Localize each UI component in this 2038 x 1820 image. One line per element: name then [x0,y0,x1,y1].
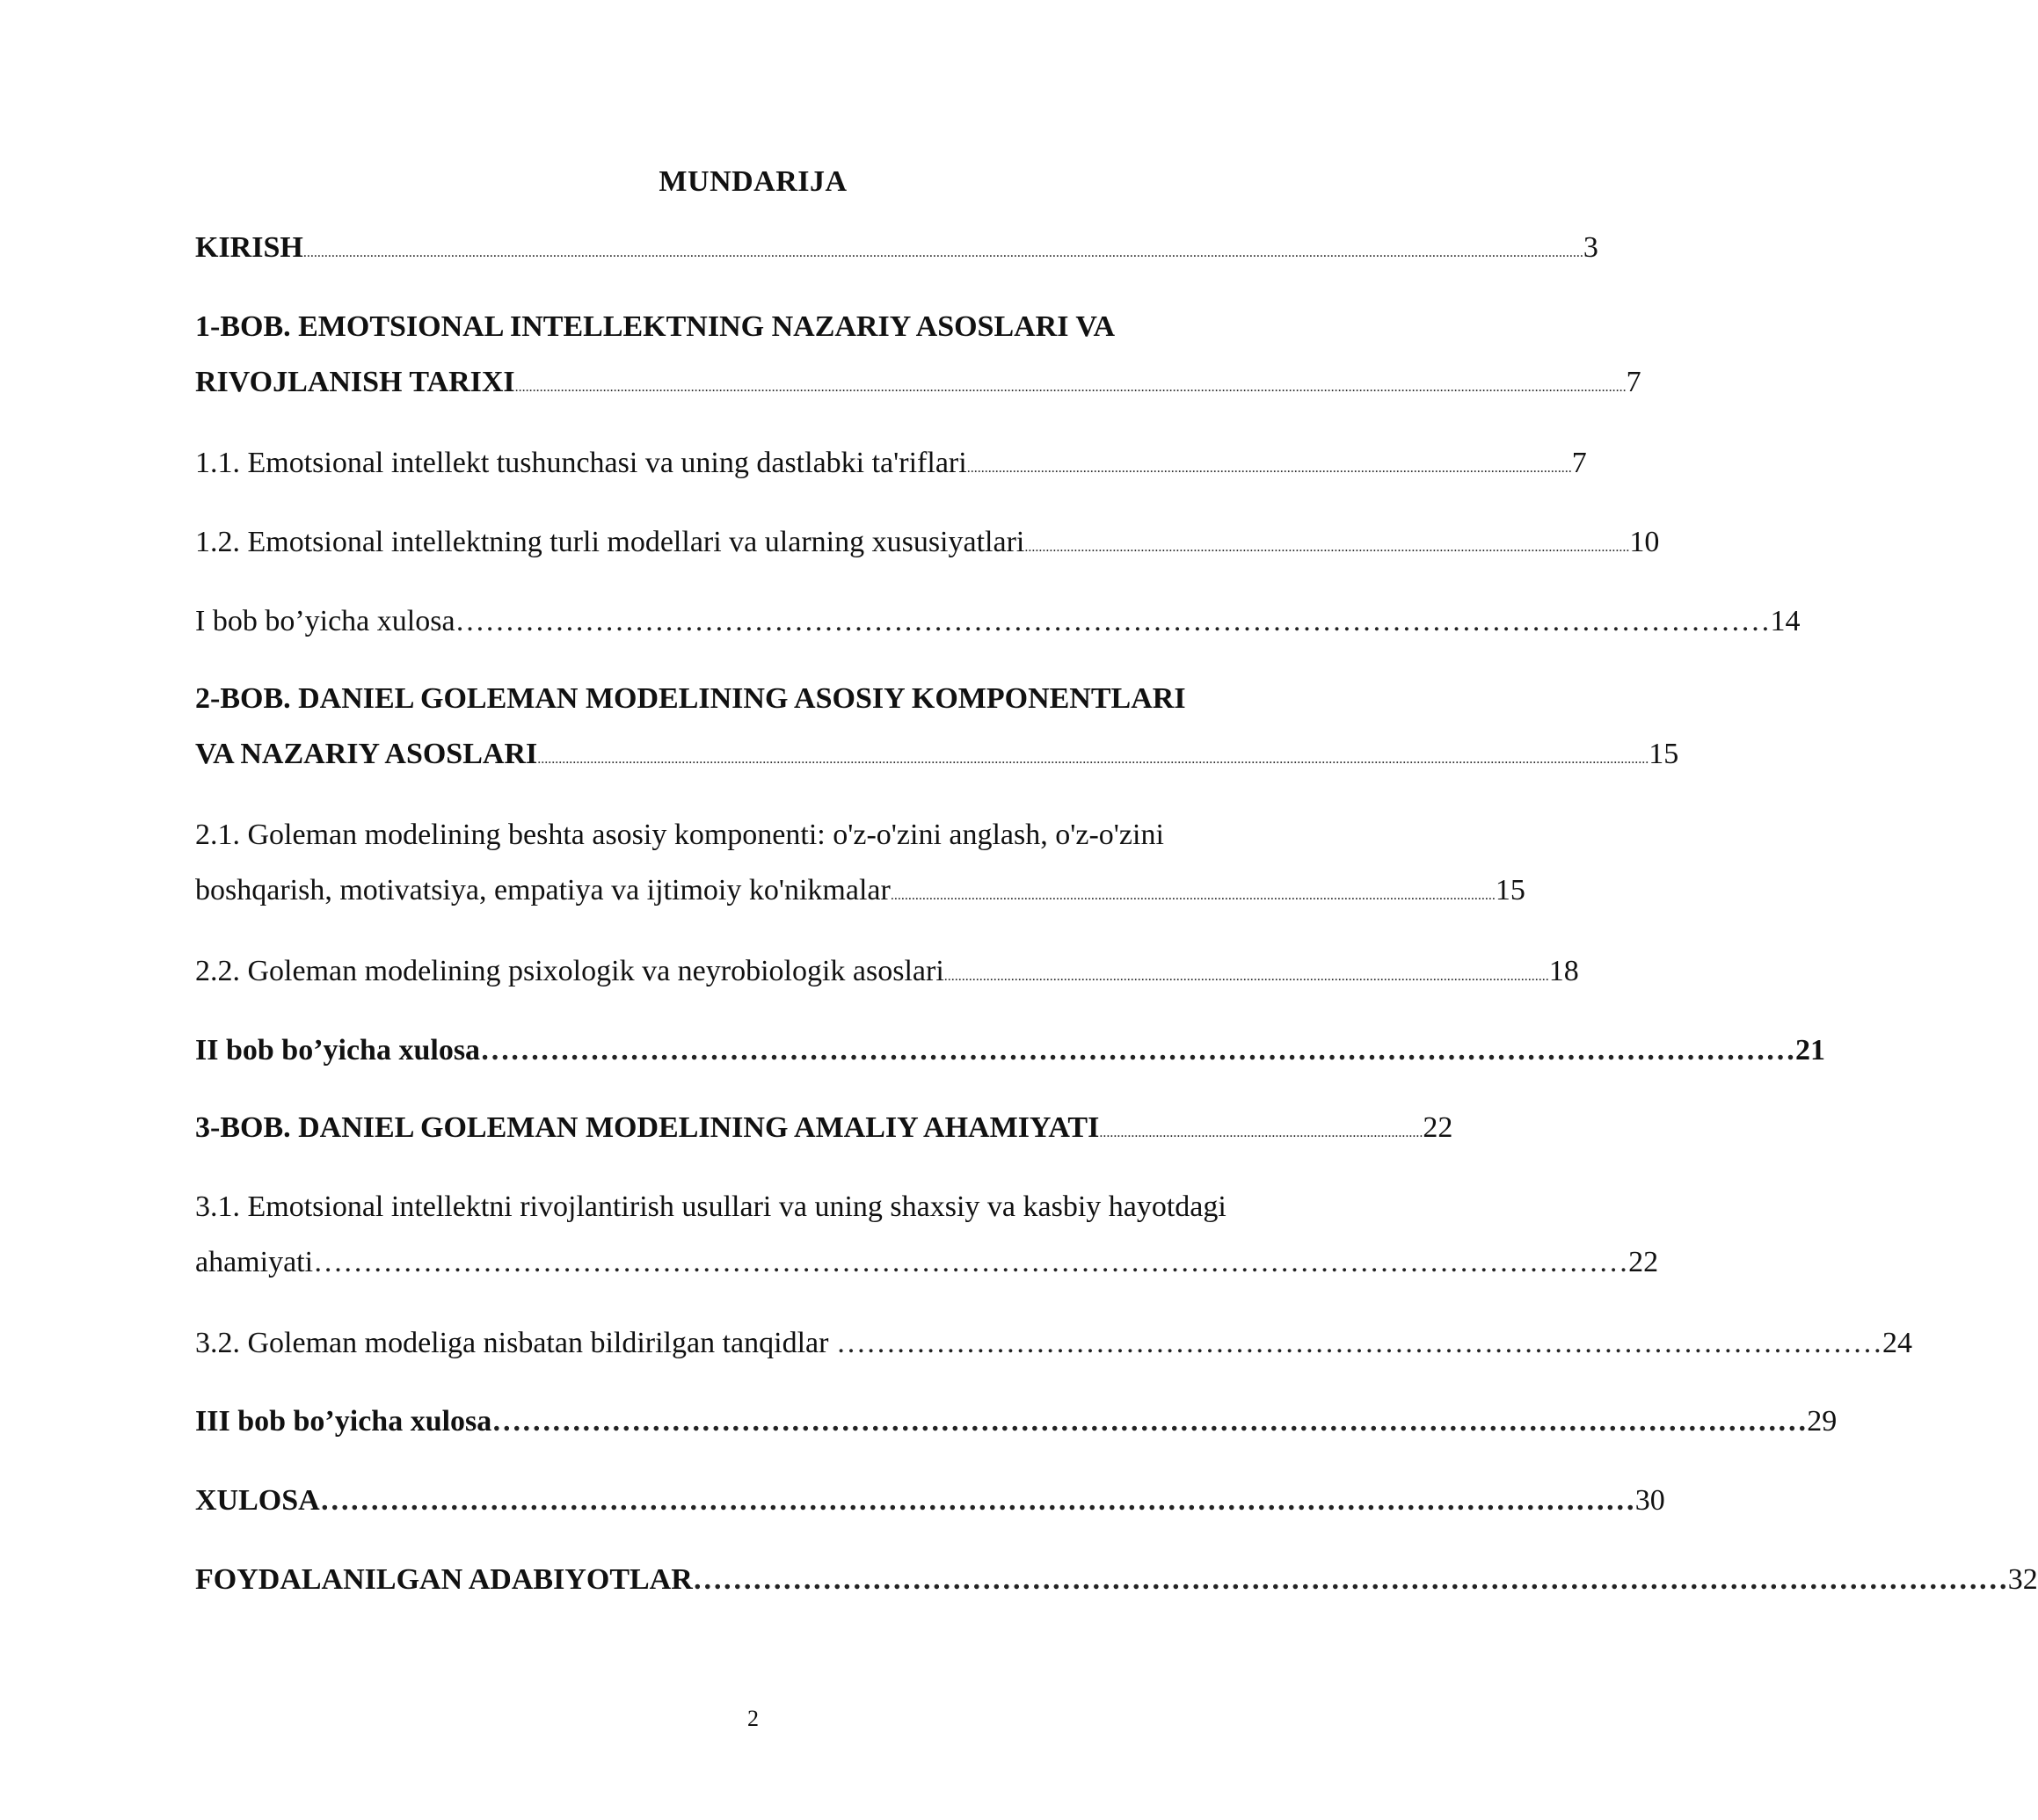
dot-leader: ............................................................................................................................................................................ [1024,540,1630,555]
toc-entry-label: 3.1. Emotsional intellektni rivojlantirish usullari va uning shaxsiy va kasbiy hayotdagi [195,1190,1226,1223]
toc-entry-label: I bob bo’yicha xulosa [195,605,455,637]
toc-entry-1-1[interactable] [195,435,1587,496]
toc-entry-2-1[interactable] [195,807,1525,923]
toc-entry-label: 2-BOB. DANIEL GOLEMAN MODELINING ASOSIY KOMPONENTLARI [195,682,1186,715]
toc-page-number: 15 [1495,874,1525,906]
toc-entry-label: 2.1. Goleman modelining beshta asosiy komponenti: o'z-o'zini anglash, o'z-o'zini [195,819,1164,851]
toc-entry-label-cont: VA NAZARIY ASOSLARI [195,738,538,770]
toc-entry-label: 1-BOB. EMOTSIONAL INTELLEKTNING NAZARIY ASOSLARI VA [195,310,1116,343]
toc-entry-chapter-1-summary[interactable] [195,593,1801,649]
toc-entry-label-cont: RIVOJLANISH TARIXI [195,366,515,398]
dot-leader: ............................................................................................................................................................................................................................................................................................................................ [537,752,1649,767]
page-number: 2 [747,1706,759,1731]
dot-leader: …………………………………………………………………………………………………………………… [313,1246,1629,1278]
toc-page-number: 22 [1423,1111,1453,1144]
toc-page-number: 18 [1548,955,1579,987]
toc-entry-chapter-1[interactable] [195,299,1641,415]
toc-entry-chapter-3[interactable] [195,1100,1453,1161]
toc-page-number: 22 [1628,1246,1659,1278]
toc-page-number: 15 [1649,738,1679,770]
toc-entry-1-2[interactable] [195,514,1660,575]
toc-page-number: 24 [1882,1327,1912,1359]
page-title: MUNDARIJA [659,165,848,198]
toc-page-number: 30 [1634,1484,1665,1517]
toc-entry-chapter-2-summary[interactable] [195,1023,1826,1078]
toc-entry-3-1[interactable] [195,1179,1659,1290]
dot-leader: …………………………………………………………………………………………… [828,1327,1882,1359]
dot-leader: ............................................................................................................................................................................ [966,461,1572,476]
toc-entry-conclusion[interactable] [195,1473,1665,1528]
dot-leader: …………………………………………………………………………………………………………………… [455,605,1771,637]
dot-leader: …………………………………………………………………………………………………………………… [319,1484,1635,1517]
toc-entry-label: XULOSA [195,1484,320,1517]
toc-entry-label: KIRISH [195,231,303,264]
toc-entry-kirish[interactable] [195,220,1598,280]
toc-entry-chapter-2[interactable] [195,671,1679,787]
toc-page-number: 32 [2007,1563,2038,1596]
toc-entry-chapter-3-summary[interactable] [195,1394,1838,1449]
toc-entry-references[interactable] [195,1552,2038,1607]
dot-leader: …………………………………………………………………………………………………………………… [480,1034,1796,1067]
dot-leader: ............................................................................................ [1099,1125,1423,1140]
dot-leader: ............................................................................................................................................................................................................................................................................................................................ [514,380,1627,395]
dot-leader: ............................................................................................................................................................................................................................................................................................................................................................................ [302,245,1583,260]
toc-page-number: 3 [1583,231,1598,264]
toc-entry-label: 3-BOB. DANIEL GOLEMAN MODELINING AMALIY AHAMIYATI [195,1111,1100,1144]
toc-entry-label: II bob bo’yicha xulosa [195,1034,481,1067]
toc-page-number: 14 [1770,605,1801,637]
toc-entry-label-cont: ahamiyati [195,1246,314,1278]
toc-entry-label: 3.2. Goleman modeliga nisbatan bildirilgan tanqidlar [195,1327,829,1359]
dot-leader: ............................................................................................................................................................................ [890,888,1496,903]
toc-entry-2-2[interactable] [195,943,1579,1004]
toc-entry-label: 2.2. Goleman modelining psixologik va neyrobiologik asoslari [195,955,944,987]
toc-entry-label-cont: boshqarish, motivatsiya, empatiya va ijtimoiy ko'nikmalar [195,874,891,906]
toc-entry-label: III bob bo’yicha xulosa [195,1405,492,1438]
toc-page-number: 21 [1795,1034,1826,1067]
dot-leader: …………………………………………………………………………………………………………………… [692,1563,2008,1596]
dot-leader: ............................................................................................................................................................................ [943,969,1549,984]
toc-entry-3-2[interactable] [195,1315,1912,1371]
toc-page-number: 7 [1626,366,1641,398]
dot-leader: …………………………………………………………………………………………………………………… [491,1405,1808,1438]
toc-page-number: 7 [1571,447,1587,479]
toc-page-number: 29 [1807,1405,1838,1438]
toc-entry-label: 1.1. Emotsional intellekt tushunchasi va uning dastlabki ta'riflari [195,447,967,479]
toc-entry-label: 1.2. Emotsional intellektning turli modellari va ularning xususiyatlari [195,526,1025,558]
toc-page-number: 10 [1629,526,1660,558]
toc-entry-label: FOYDALANILGAN ADABIYOTLAR [195,1563,693,1596]
